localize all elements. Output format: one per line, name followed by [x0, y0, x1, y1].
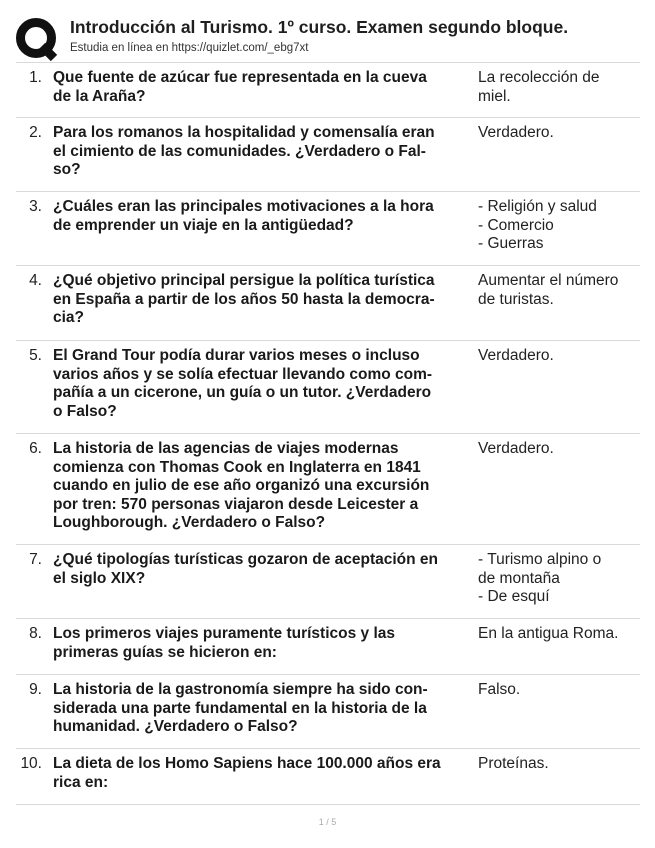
card-number: 9.: [29, 681, 42, 698]
flashcard-list: [16, 62, 640, 805]
card-number: 6.: [29, 440, 42, 457]
card-answer: Verdadero.: [478, 124, 554, 141]
card-number: 2.: [29, 124, 42, 141]
flashcard-row: [16, 266, 640, 341]
document-subtitle: Estudia en línea en https://quizlet.com/_ebg7xt: [70, 42, 309, 54]
card-answer: - Religión y salud - Comercio - Guerras: [478, 198, 597, 252]
card-question: Que fuente de azúcar fue representada en la cueva de la Araña?: [53, 69, 427, 105]
card-question: La dieta de los Homo Sapiens hace 100.000 años era rica en:: [53, 755, 441, 791]
card-number: 3.: [29, 198, 42, 215]
card-number: 1.: [29, 69, 42, 86]
card-answer: La recolección de miel.: [478, 69, 600, 105]
flashcard-row: [16, 62, 640, 118]
card-question: ¿Qué objetivo principal persigue la política turística en España a partir de los años 50 hasta la democra- cia?: [53, 272, 435, 326]
flashcard-row: [16, 749, 640, 805]
card-question: Para los romanos la hospitalidad y comensalía eran el cimiento de las comunidades. ¿Verdadero o Fal- so?: [53, 124, 435, 178]
card-question: ¿Qué tipologías turísticas gozaron de aceptación en el siglo XIX?: [53, 551, 438, 587]
card-number: 8.: [29, 625, 42, 642]
document-title: Introducción al Turismo. 1º curso. Examen segundo bloque.: [70, 17, 569, 37]
card-question: Los primeros viajes puramente turísticos y las primeras guías se hicieron en:: [53, 625, 395, 661]
card-answer: Verdadero.: [478, 347, 554, 364]
document-header: [0, 0, 655, 62]
card-question: ¿Cuáles eran las principales motivaciones a la hora de emprender un viaje en la antigüedad?: [53, 198, 434, 234]
card-answer: Aumentar el número de turistas.: [478, 272, 619, 308]
flashcard-row: [16, 118, 640, 192]
card-number: 10.: [20, 755, 42, 772]
page-number: 1 / 5: [318, 817, 337, 827]
card-answer: Verdadero.: [478, 440, 554, 457]
card-number: 4.: [29, 272, 42, 289]
card-question: El Grand Tour podía durar varios meses o incluso varios años y se solía efectuar llevando como com- pañía a un cicerone, un guía o un tutor. ¿Verdadero o Falso?: [53, 347, 433, 420]
card-question: La historia de las agencias de viajes modernas comienza con Thomas Cook en Inglaterra en 1841 cuando en julio de ese año organizó una excursión por tren: 570 personas viajaron desde Leicester a Loughborough. ¿Verdadero o Falso?: [53, 440, 430, 531]
card-answer: Falso.: [478, 681, 521, 698]
flashcard-row: [16, 192, 640, 266]
flashcard-row: [16, 341, 640, 434]
card-question: La historia de la gastronomía siempre ha sido con- siderada una parte fundamental en la historia de la humanidad. ¿Verdadero o Falso?: [53, 681, 428, 735]
card-number: 5.: [29, 347, 42, 364]
flashcard-row: [16, 434, 640, 545]
flashcard-row: [16, 545, 640, 619]
card-answer: Proteínas.: [478, 755, 549, 772]
flashcard-row: [16, 619, 640, 675]
card-number: 7.: [29, 551, 42, 568]
card-answer: - Turismo alpino o de montaña - De esquí: [478, 551, 602, 605]
quizlet-logo-icon: [14, 16, 60, 62]
card-answer: En la antigua Roma.: [478, 625, 619, 642]
flashcard-row: [16, 675, 640, 749]
